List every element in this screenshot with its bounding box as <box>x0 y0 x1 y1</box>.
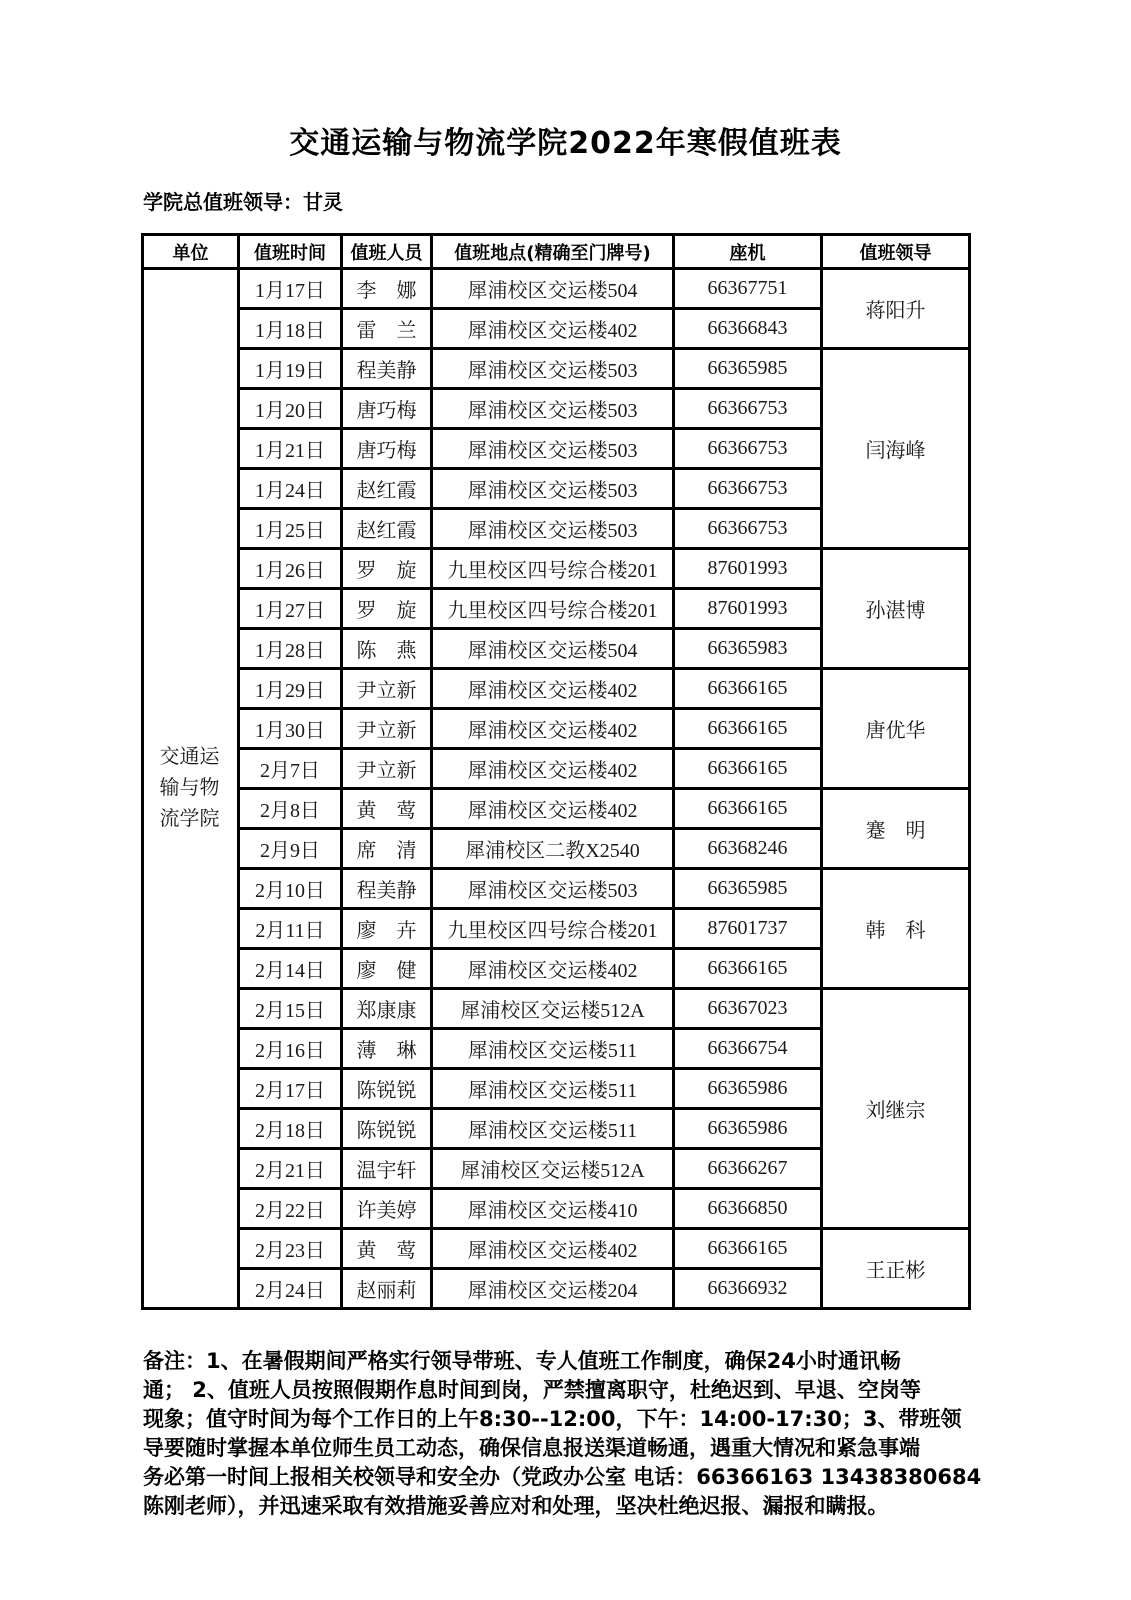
duty-person-cell: 陈锐锐 <box>342 1069 432 1109</box>
duty-person-cell: 廖 健 <box>342 949 432 989</box>
duty-place-cell: 犀浦校区交运楼503 <box>432 869 674 909</box>
duty-person-cell: 许美婷 <box>342 1189 432 1229</box>
duty-leader-cell: 闫海峰 <box>822 349 970 549</box>
header-unit: 单位 <box>143 235 239 269</box>
landline-cell: 87601737 <box>674 909 822 949</box>
remark-line: 陈刚老师），并迅速采取有效措施妥善应对和处理，坚决杜绝迟报、漏报和瞒报。 <box>143 1494 889 1518</box>
duty-date-cell: 1月21日 <box>239 429 342 469</box>
landline-cell: 66366753 <box>674 429 822 469</box>
duty-place-cell: 犀浦校区交运楼402 <box>432 949 674 989</box>
table-row <box>143 989 970 1029</box>
table-row <box>143 349 970 389</box>
duty-date-cell: 1月20日 <box>239 389 342 429</box>
table-row <box>143 1229 970 1269</box>
duty-date-cell: 1月28日 <box>239 629 342 669</box>
landline-cell: 66366850 <box>674 1189 822 1229</box>
duty-leader-cell: 唐优华 <box>822 669 970 789</box>
duty-place-cell: 犀浦校区交运楼504 <box>432 269 674 309</box>
remark-line: 备注：1、在暑假期间严格实行领导带班、专人值班工作制度，确保24小时通讯畅 <box>143 1349 901 1373</box>
landline-cell: 66366843 <box>674 309 822 349</box>
landline-cell: 66366753 <box>674 509 822 549</box>
landline-cell: 66366754 <box>674 1029 822 1069</box>
duty-place-cell: 九里校区四号综合楼201 <box>432 909 674 949</box>
duty-person-cell: 雷 兰 <box>342 309 432 349</box>
duty-place-cell: 犀浦校区交运楼402 <box>432 669 674 709</box>
landline-cell: 66365986 <box>674 1109 822 1149</box>
duty-date-cell: 2月14日 <box>239 949 342 989</box>
chief-duty-leader-line: 学院总值班领导：甘灵 <box>143 190 343 214</box>
duty-leader-cell: 王正彬 <box>822 1229 970 1309</box>
duty-leader-cell: 蹇 明 <box>822 789 970 869</box>
remark-line: 现象；值守时间为每个工作日的上午8:30--12:00，下午：14:00-17:30；3、带班领 <box>143 1407 962 1431</box>
duty-date-cell: 2月18日 <box>239 1109 342 1149</box>
duty-date-cell: 2月10日 <box>239 869 342 909</box>
landline-cell: 66365985 <box>674 869 822 909</box>
duty-date-cell: 1月30日 <box>239 709 342 749</box>
header-duty-date: 值班时间 <box>239 235 342 269</box>
header-duty-place: 值班地点(精确至门牌号) <box>432 235 674 269</box>
unit-name: 交通运输与物流学院 <box>159 746 220 830</box>
duty-person-cell: 席 清 <box>342 829 432 869</box>
duty-place-cell: 犀浦校区交运楼204 <box>432 1269 674 1309</box>
duty-place-cell: 犀浦校区交运楼410 <box>432 1189 674 1229</box>
remark-line: 务必第一时间上报相关校领导和安全办（党政办公室 电话：66366163 13438380684 <box>143 1465 982 1489</box>
duty-date-cell: 2月11日 <box>239 909 342 949</box>
landline-cell: 66366165 <box>674 749 822 789</box>
landline-cell: 66366165 <box>674 669 822 709</box>
duty-place-cell: 犀浦校区交运楼402 <box>432 1229 674 1269</box>
remark-line: 导要随时掌握本单位师生员工动态，确保信息报送渠道畅通，遇重大情况和紧急事端 <box>143 1436 920 1460</box>
duty-date-cell: 1月29日 <box>239 669 342 709</box>
duty-person-cell: 赵丽莉 <box>342 1269 432 1309</box>
duty-person-cell: 尹立新 <box>342 749 432 789</box>
duty-place-cell: 九里校区四号综合楼201 <box>432 549 674 589</box>
duty-date-cell: 1月19日 <box>239 349 342 389</box>
duty-date-cell: 1月17日 <box>239 269 342 309</box>
duty-person-cell: 薄 琳 <box>342 1029 432 1069</box>
landline-cell: 66368246 <box>674 829 822 869</box>
duty-person-cell: 温宇轩 <box>342 1149 432 1189</box>
duty-date-cell: 1月18日 <box>239 309 342 349</box>
duty-date-cell: 1月26日 <box>239 549 342 589</box>
landline-cell: 87601993 <box>674 549 822 589</box>
duty-person-cell: 赵红霞 <box>342 469 432 509</box>
duty-person-cell: 程美静 <box>342 869 432 909</box>
duty-place-cell: 犀浦校区交运楼402 <box>432 789 674 829</box>
landline-cell: 66367023 <box>674 989 822 1029</box>
duty-date-cell: 2月17日 <box>239 1069 342 1109</box>
duty-date-cell: 2月16日 <box>239 1029 342 1069</box>
duty-place-cell: 犀浦校区交运楼503 <box>432 469 674 509</box>
landline-cell: 66365985 <box>674 349 822 389</box>
duty-leader-cell: 刘继宗 <box>822 989 970 1229</box>
duty-place-cell: 犀浦校区二教X2540 <box>432 829 674 869</box>
landline-cell: 66366267 <box>674 1149 822 1189</box>
duty-place-cell: 犀浦校区交运楼511 <box>432 1069 674 1109</box>
duty-person-cell: 程美静 <box>342 349 432 389</box>
duty-place-cell: 犀浦校区交运楼402 <box>432 749 674 789</box>
duty-person-cell: 唐巧梅 <box>342 429 432 469</box>
duty-place-cell: 犀浦校区交运楼511 <box>432 1029 674 1069</box>
duty-place-cell: 犀浦校区交运楼402 <box>432 709 674 749</box>
duty-person-cell: 黄 莺 <box>342 789 432 829</box>
landline-cell: 66366932 <box>674 1269 822 1309</box>
duty-date-cell: 2月7日 <box>239 749 342 789</box>
landline-cell: 87601993 <box>674 589 822 629</box>
duty-person-cell: 尹立新 <box>342 709 432 749</box>
duty-date-cell: 1月25日 <box>239 509 342 549</box>
duty-person-cell: 尹立新 <box>342 669 432 709</box>
landline-cell: 66366165 <box>674 949 822 989</box>
duty-date-cell: 2月15日 <box>239 989 342 1029</box>
duty-place-cell: 犀浦校区交运楼504 <box>432 629 674 669</box>
duty-person-cell: 陈锐锐 <box>342 1109 432 1149</box>
duty-person-cell: 陈 燕 <box>342 629 432 669</box>
duty-place-cell: 九里校区四号综合楼201 <box>432 589 674 629</box>
duty-date-cell: 2月8日 <box>239 789 342 829</box>
duty-person-cell: 罗 旋 <box>342 589 432 629</box>
duty-place-cell: 犀浦校区交运楼512A <box>432 989 674 1029</box>
table-header-row <box>143 235 970 269</box>
page-title: 交通运输与物流学院2022年寒假值班表 <box>289 126 842 161</box>
duty-date-cell: 2月23日 <box>239 1229 342 1269</box>
duty-person-cell: 唐巧梅 <box>342 389 432 429</box>
duty-date-cell: 1月24日 <box>239 469 342 509</box>
duty-person-cell: 赵红霞 <box>342 509 432 549</box>
duty-date-cell: 2月21日 <box>239 1149 342 1189</box>
duty-person-cell: 廖 卉 <box>342 909 432 949</box>
duty-place-cell: 犀浦校区交运楼511 <box>432 1109 674 1149</box>
duty-place-cell: 犀浦校区交运楼503 <box>432 429 674 469</box>
unit-cell <box>143 269 239 1309</box>
landline-cell: 66366753 <box>674 389 822 429</box>
landline-cell: 66366165 <box>674 1229 822 1269</box>
duty-date-cell: 2月9日 <box>239 829 342 869</box>
table-row <box>143 789 970 829</box>
table-row <box>143 269 970 309</box>
duty-date-cell: 2月22日 <box>239 1189 342 1229</box>
duty-date-cell: 1月27日 <box>239 589 342 629</box>
landline-cell: 66367751 <box>674 269 822 309</box>
duty-place-cell: 犀浦校区交运楼503 <box>432 349 674 389</box>
landline-cell: 66366753 <box>674 469 822 509</box>
remark-line: 通； 2、值班人员按照假期作息时间到岗，严禁擅离职守，杜绝迟到、早退、空岗等 <box>143 1378 921 1402</box>
duty-table-body <box>143 269 970 1309</box>
duty-leader-cell: 蒋阳升 <box>822 269 970 349</box>
duty-place-cell: 犀浦校区交运楼512A <box>432 1149 674 1189</box>
duty-place-cell: 犀浦校区交运楼503 <box>432 509 674 549</box>
landline-cell: 66366165 <box>674 709 822 749</box>
duty-person-cell: 李 娜 <box>342 269 432 309</box>
duty-person-cell: 黄 莺 <box>342 1229 432 1269</box>
duty-place-cell: 犀浦校区交运楼503 <box>432 389 674 429</box>
header-duty-leader: 值班领导 <box>822 235 970 269</box>
landline-cell: 66365986 <box>674 1069 822 1109</box>
duty-leader-cell: 韩 科 <box>822 869 970 989</box>
header-duty-person: 值班人员 <box>342 235 432 269</box>
header-landline: 座机 <box>674 235 822 269</box>
remark-block <box>143 1347 1008 1521</box>
duty-place-cell: 犀浦校区交运楼402 <box>432 309 674 349</box>
duty-date-cell: 2月24日 <box>239 1269 342 1309</box>
landline-cell: 66366165 <box>674 789 822 829</box>
table-row <box>143 669 970 709</box>
table-row <box>143 549 970 589</box>
table-row <box>143 869 970 909</box>
duty-leader-cell: 孙湛博 <box>822 549 970 669</box>
landline-cell: 66365983 <box>674 629 822 669</box>
duty-roster-table <box>141 233 971 1310</box>
duty-person-cell: 罗 旋 <box>342 549 432 589</box>
duty-person-cell: 郑康康 <box>342 989 432 1029</box>
